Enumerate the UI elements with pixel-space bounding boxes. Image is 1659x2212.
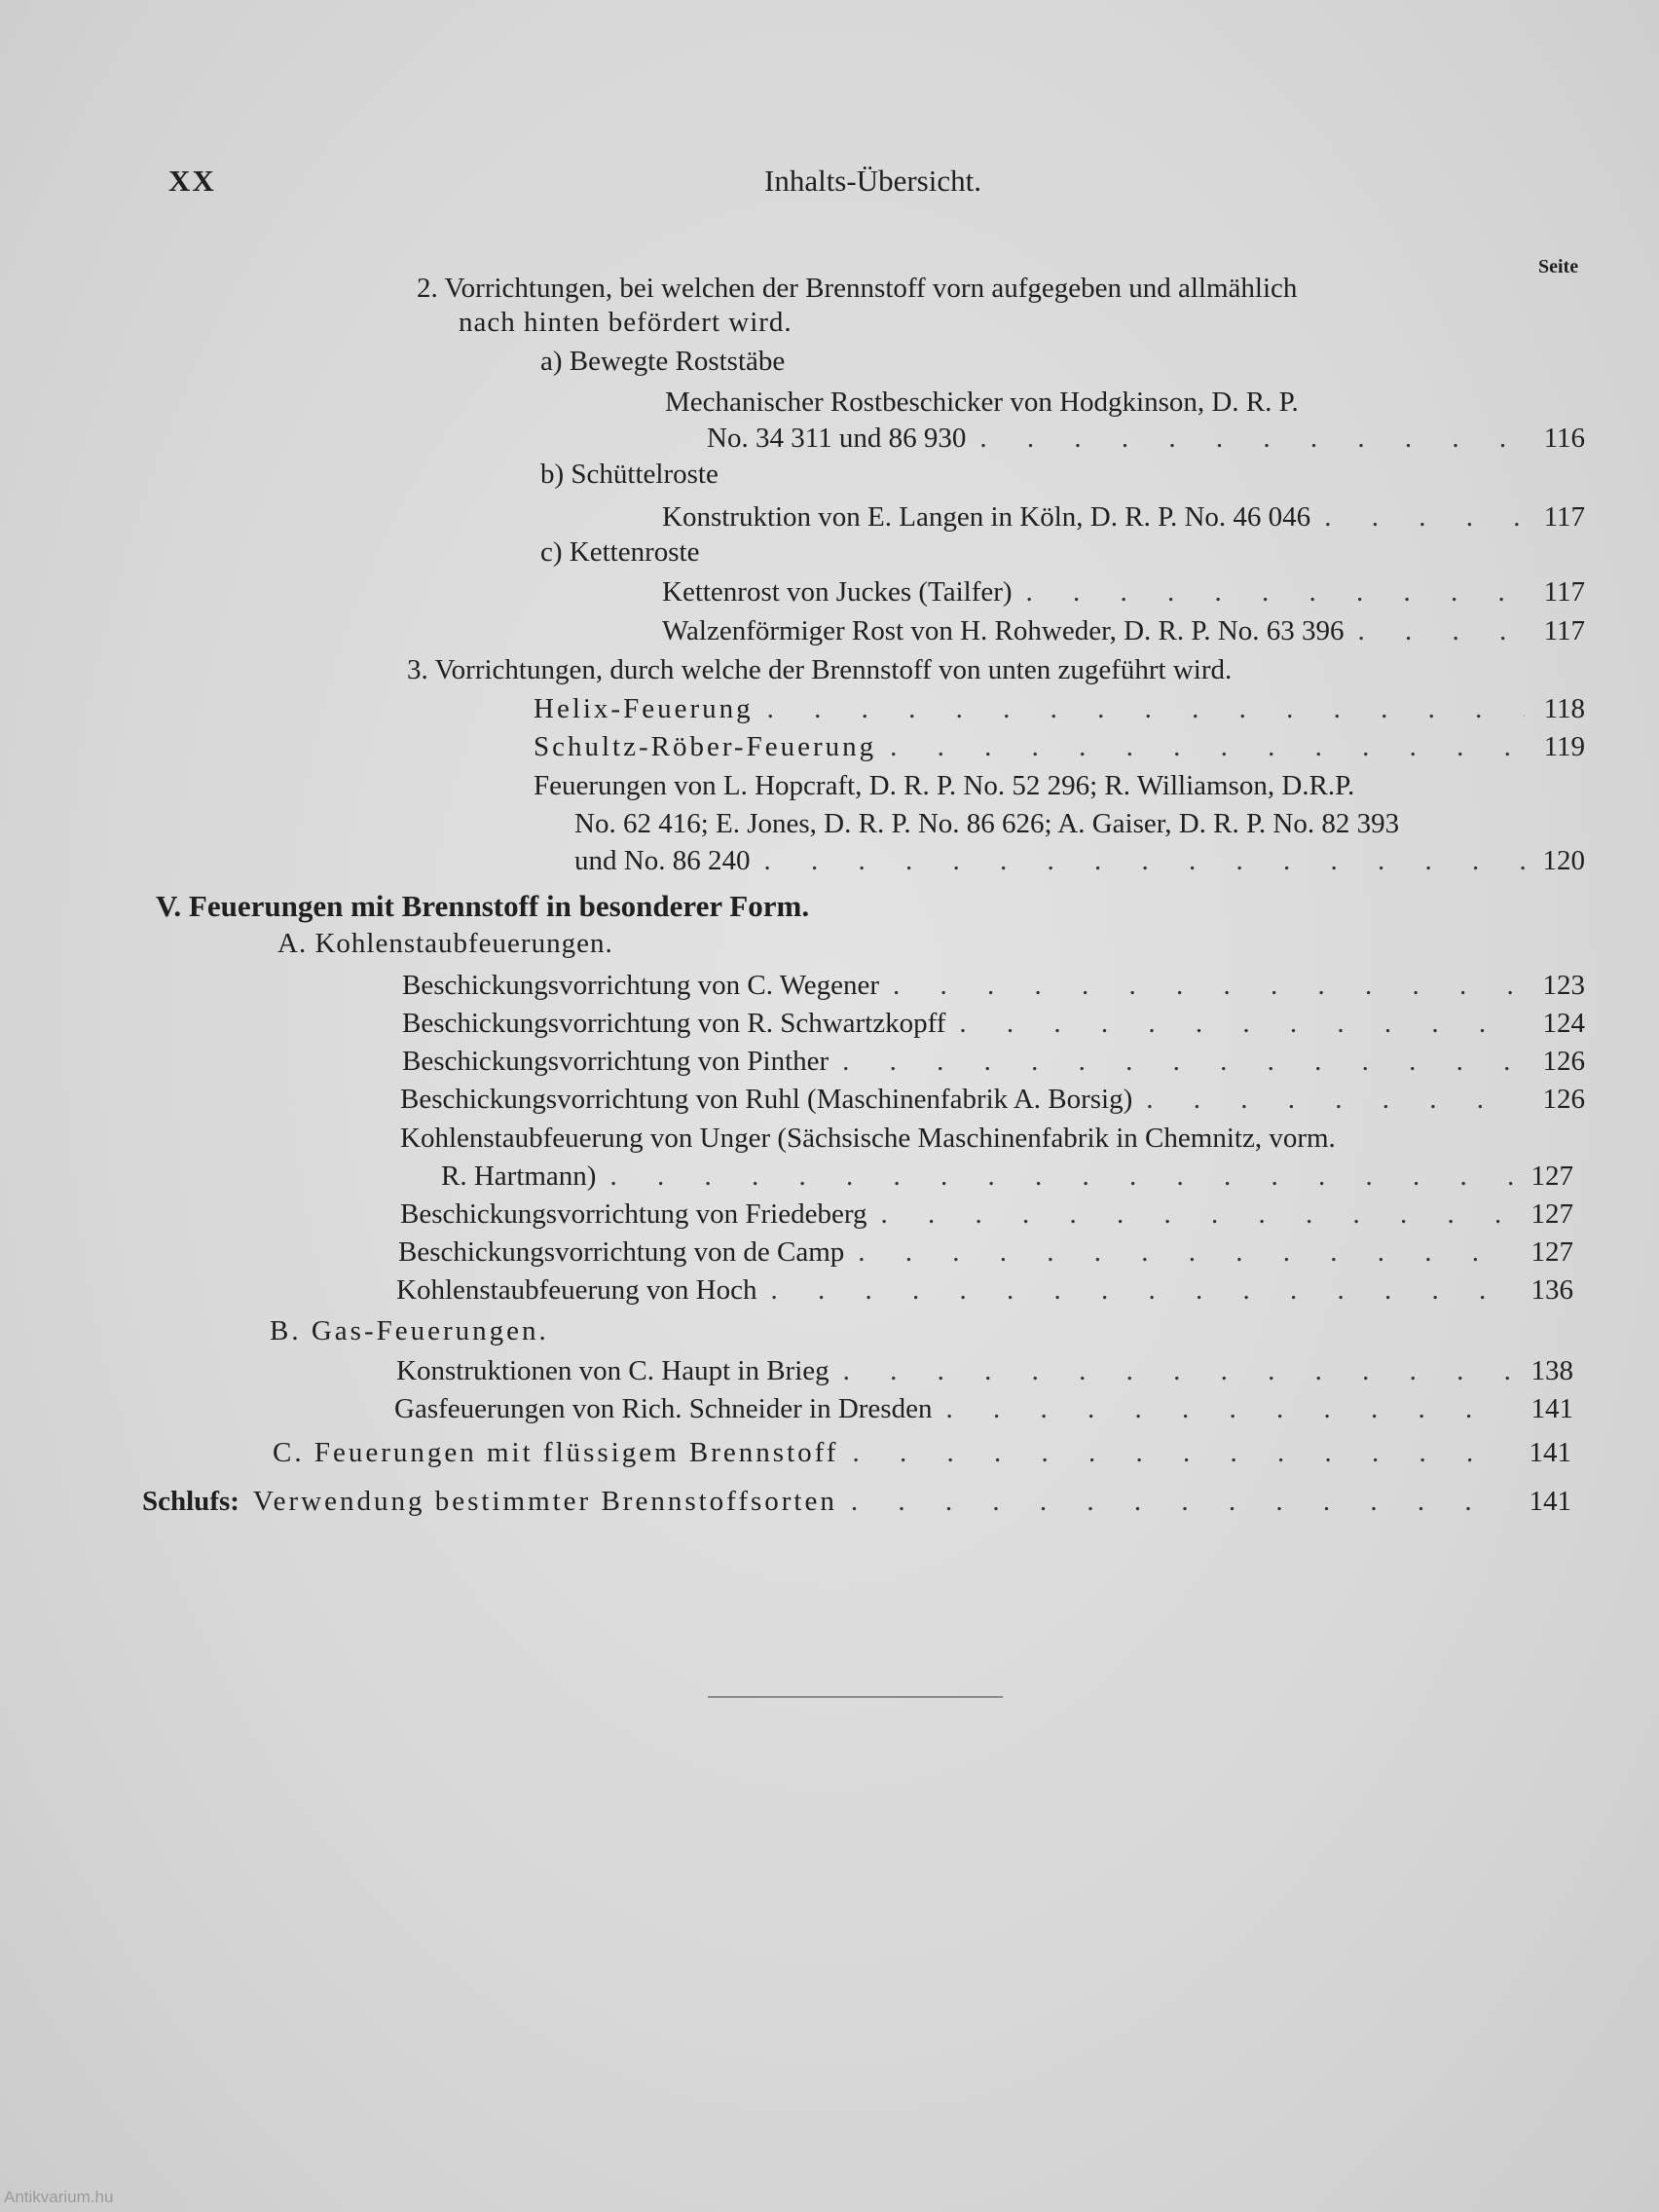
toc-entry	[394, 1391, 1573, 1426]
toc-entry-text: Beschickungsvorrichtung von Friedeberg	[400, 1198, 867, 1230]
leader-dots	[767, 691, 1525, 726]
toc-page-number: 124	[1542, 1008, 1585, 1039]
toc-entry-text: Konstruktion von E. Langen in Köln, D. R. P. No. 46 046	[662, 501, 1311, 533]
toc-page-number: 116	[1543, 423, 1585, 454]
leader-dots	[852, 1435, 1511, 1470]
toc-line: Mechanischer Rostbeschicker von Hodgkinson, D. R. P.	[665, 387, 1299, 418]
leader-dots	[770, 1272, 1513, 1308]
closing-label: Schlufs:	[142, 1486, 240, 1517]
toc-entry-text: Konstruktionen von C. Haupt in Brieg	[396, 1355, 830, 1386]
leader-dots	[880, 1197, 1513, 1232]
toc-entry	[402, 1006, 1585, 1041]
toc-entry	[273, 1435, 1571, 1470]
horizontal-rule	[708, 1696, 1003, 1698]
toc-page-number: 127	[1530, 1161, 1573, 1192]
toc-entry	[396, 1353, 1573, 1388]
toc-line: 2. Vorrichtungen, bei welchen der Brennstoff vorn aufgegeben und allmählich	[417, 273, 1298, 304]
toc-line: b) Schüttelroste	[540, 459, 719, 490]
leader-dots	[890, 729, 1525, 764]
toc-entry-text: Helix-Feuerung	[534, 693, 754, 724]
toc-entry	[662, 499, 1585, 535]
toc-line: a) Bewegte Roststäbe	[540, 346, 786, 377]
section-heading: V. Feuerungen mit Brennstoff in besonderer Form.	[156, 889, 810, 923]
leader-dots	[851, 1484, 1511, 1519]
toc-line: 3. Vorrichtungen, durch welche der Brennstoff von unten zugeführt wird.	[407, 654, 1233, 685]
toc-page-number: 127	[1530, 1236, 1573, 1268]
toc-page-number: 141	[1530, 1393, 1573, 1424]
leader-dots	[1324, 499, 1525, 535]
toc-entry-text: Walzenförmiger Rost von H. Rohweder, D. R. P. No. 63 396	[662, 615, 1345, 646]
toc-page-number: 123	[1542, 970, 1585, 1001]
page-column-label: Seite	[1538, 256, 1579, 277]
page-title: Inhalts-Übersicht.	[764, 164, 981, 198]
toc-entry	[707, 421, 1585, 456]
toc-entry	[534, 729, 1585, 764]
leader-dots	[842, 1044, 1525, 1079]
toc-entry-text: Beschickungsvorrichtung von Pinther	[402, 1046, 830, 1077]
toc-entry-text: C. Feuerungen mit flüssigem Brennstoff	[273, 1437, 839, 1468]
toc-entry	[400, 1197, 1573, 1232]
toc-entry-text: Beschickungsvorrichtung von C. Wegener	[402, 970, 880, 1001]
toc-page-number: 120	[1542, 845, 1585, 876]
toc-line: No. 62 416; E. Jones, D. R. P. No. 86 626; A. Gaiser, D. R. P. No. 82 393	[574, 808, 1400, 839]
leader-dots	[609, 1159, 1513, 1194]
toc-subheading: A. Kohlenstaubfeuerungen.	[277, 928, 613, 959]
leader-dots	[945, 1391, 1513, 1426]
toc-page-number: 141	[1529, 1486, 1571, 1517]
toc-entry	[142, 1484, 1571, 1519]
toc-entry-text: No. 34 311 und 86 930	[707, 423, 967, 454]
toc-entry-text: Beschickungsvorrichtung von de Camp	[398, 1236, 845, 1268]
toc-page-number: 119	[1543, 731, 1585, 762]
toc-entry-text: Schultz-Röber-Feuerung	[534, 731, 877, 762]
toc-entry	[574, 843, 1585, 878]
leader-dots	[959, 1006, 1525, 1041]
toc-entry	[402, 968, 1585, 1003]
leader-dots	[1357, 613, 1525, 648]
toc-page-number: 136	[1530, 1274, 1573, 1306]
toc-entry	[400, 1082, 1585, 1117]
toc-entry	[441, 1159, 1573, 1194]
leader-dots	[763, 843, 1525, 878]
toc-entry	[534, 691, 1585, 726]
toc-entry-text: R. Hartmann)	[441, 1161, 597, 1192]
toc-entry-text: Verwendung bestimmter Brennstoffsorten	[252, 1486, 837, 1517]
toc-line: nach hinten befördert wird.	[459, 307, 793, 338]
leader-dots	[858, 1235, 1513, 1270]
leader-dots	[1146, 1082, 1525, 1117]
toc-entry	[396, 1272, 1573, 1308]
toc-page-number: 117	[1543, 501, 1585, 533]
page-number: XX	[168, 164, 216, 198]
toc-entry	[662, 574, 1585, 609]
leader-dots	[893, 968, 1525, 1003]
toc-entry-text: Beschickungsvorrichtung von Ruhl (Maschinenfabrik A. Borsig)	[400, 1084, 1133, 1115]
toc-line: c) Kettenroste	[540, 536, 700, 568]
toc-page-number: 126	[1542, 1046, 1585, 1077]
toc-line: Feuerungen von L. Hopcraft, D. R. P. No. 52 296; R. Williamson, D.R.P.	[534, 770, 1355, 801]
toc-page-number: 141	[1529, 1437, 1571, 1468]
toc-entry	[662, 613, 1585, 648]
leader-dots	[843, 1353, 1513, 1388]
toc-entry-text: Gasfeuerungen von Rich. Schneider in Dresden	[394, 1393, 933, 1424]
toc-entry-text: Kohlenstaubfeuerung von Hoch	[396, 1274, 757, 1306]
leader-dots	[1026, 574, 1525, 609]
toc-entry	[402, 1044, 1585, 1079]
toc-page-number: 117	[1543, 615, 1585, 646]
toc-page-number: 127	[1530, 1198, 1573, 1230]
toc-subheading: B. Gas-Feuerungen.	[270, 1315, 549, 1346]
toc-entry	[398, 1235, 1573, 1270]
toc-page-number: 138	[1530, 1355, 1573, 1386]
leader-dots	[979, 421, 1525, 456]
toc-entry-text: und No. 86 240	[574, 845, 751, 876]
toc-page-number: 118	[1543, 693, 1585, 724]
toc-entry-text: Kettenrost von Juckes (Tailfer)	[662, 576, 1013, 608]
toc-page-number: 117	[1543, 576, 1585, 608]
watermark: Antikvarium.hu	[4, 2188, 114, 2206]
toc-page-number: 126	[1542, 1084, 1585, 1115]
toc-entry-text: Beschickungsvorrichtung von R. Schwartzkopff	[402, 1008, 946, 1039]
toc-line: Kohlenstaubfeuerung von Unger (Sächsische Maschinenfabrik in Chemnitz, vorm.	[400, 1123, 1336, 1154]
